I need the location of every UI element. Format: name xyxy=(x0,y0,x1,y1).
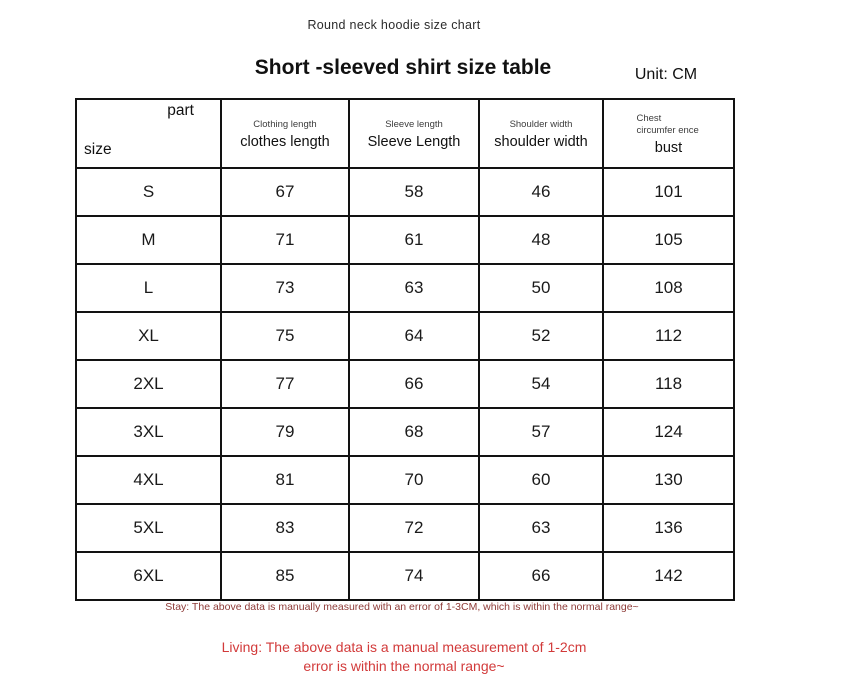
shoulder-width-cell: 54 xyxy=(479,360,603,408)
size-cell: L xyxy=(76,264,221,312)
clothes-length-cell: 83 xyxy=(221,504,349,552)
column-title: bust xyxy=(654,140,683,157)
size-cell: XL xyxy=(76,312,221,360)
shoulder-width-cell: 63 xyxy=(479,504,603,552)
sleeve-length-cell: 63 xyxy=(349,264,479,312)
column-subtitle: Chest circumfer ence xyxy=(636,112,699,136)
column-title: shoulder width xyxy=(494,134,588,151)
page-title: Short -sleeved shirt size table xyxy=(254,56,552,79)
clothes-length-cell: 71 xyxy=(221,216,349,264)
sleeve-length-cell: 64 xyxy=(349,312,479,360)
sleeve-length-cell: 61 xyxy=(349,216,479,264)
bust-cell: 108 xyxy=(603,264,734,312)
table-header-row xyxy=(76,99,734,168)
sleeve-length-cell: 66 xyxy=(349,360,479,408)
table-row xyxy=(76,456,734,504)
table-row xyxy=(76,264,734,312)
shoulder-width-cell: 50 xyxy=(479,264,603,312)
bust-cell: 112 xyxy=(603,312,734,360)
bust-cell: 118 xyxy=(603,360,734,408)
size-cell: 2XL xyxy=(76,360,221,408)
clothes-length-cell: 85 xyxy=(221,552,349,600)
clothes-length-cell: 67 xyxy=(221,168,349,216)
column-header-bust xyxy=(603,99,734,168)
table-row xyxy=(76,216,734,264)
size-cell: S xyxy=(76,168,221,216)
table-row xyxy=(76,408,734,456)
bust-cell: 136 xyxy=(603,504,734,552)
column-header-clothes-length xyxy=(221,99,349,168)
clothes-length-cell: 79 xyxy=(221,408,349,456)
unit-label: Unit: CM xyxy=(634,66,698,83)
size-cell: 3XL xyxy=(76,408,221,456)
shoulder-width-cell: 52 xyxy=(479,312,603,360)
bust-cell: 130 xyxy=(603,456,734,504)
bust-cell: 124 xyxy=(603,408,734,456)
shoulder-width-cell: 66 xyxy=(479,552,603,600)
bust-cell: 142 xyxy=(603,552,734,600)
shoulder-width-cell: 60 xyxy=(479,456,603,504)
clothes-length-cell: 81 xyxy=(221,456,349,504)
shoulder-width-cell: 48 xyxy=(479,216,603,264)
column-header-sleeve-length xyxy=(349,99,479,168)
shoulder-width-cell: 46 xyxy=(479,168,603,216)
clothes-length-cell: 73 xyxy=(221,264,349,312)
column-title: clothes length xyxy=(240,134,330,151)
size-cell: 4XL xyxy=(76,456,221,504)
table-row xyxy=(76,504,734,552)
living-footnote-line2: error is within the normal range~ xyxy=(303,658,505,674)
sleeve-length-cell: 58 xyxy=(349,168,479,216)
size-cell: M xyxy=(76,216,221,264)
column-subtitle: Sleeve length xyxy=(385,118,443,130)
size-cell: 5XL xyxy=(76,504,221,552)
sleeve-length-cell: 70 xyxy=(349,456,479,504)
column-header-shoulder-width xyxy=(479,99,603,168)
bust-cell: 105 xyxy=(603,216,734,264)
bust-cell: 101 xyxy=(603,168,734,216)
table-row xyxy=(76,168,734,216)
column-subtitle: Clothing length xyxy=(253,118,317,130)
stay-footnote: Stay: The above data is manually measured with an error of 1-3CM, which is within the normal range~ xyxy=(165,601,639,613)
clothes-length-cell: 75 xyxy=(221,312,349,360)
size-cell: 6XL xyxy=(76,552,221,600)
sleeve-length-cell: 68 xyxy=(349,408,479,456)
corner-part-label: part xyxy=(167,102,194,119)
clothes-length-cell: 77 xyxy=(221,360,349,408)
table-row xyxy=(76,312,734,360)
living-footnote xyxy=(0,638,808,676)
table-row xyxy=(76,360,734,408)
top-note: Round neck hoodie size chart xyxy=(307,18,481,32)
table-row xyxy=(76,552,734,600)
shoulder-width-cell: 57 xyxy=(479,408,603,456)
corner-cell xyxy=(76,99,221,168)
corner-size-label: size xyxy=(84,141,112,158)
column-subtitle: Shoulder width xyxy=(509,118,573,130)
living-footnote-line1: Living: The above data is a manual measurement of 1-2cm xyxy=(221,639,587,655)
sleeve-length-cell: 72 xyxy=(349,504,479,552)
size-chart-table xyxy=(75,98,735,601)
sleeve-length-cell: 74 xyxy=(349,552,479,600)
column-title: Sleeve Length xyxy=(367,134,461,151)
